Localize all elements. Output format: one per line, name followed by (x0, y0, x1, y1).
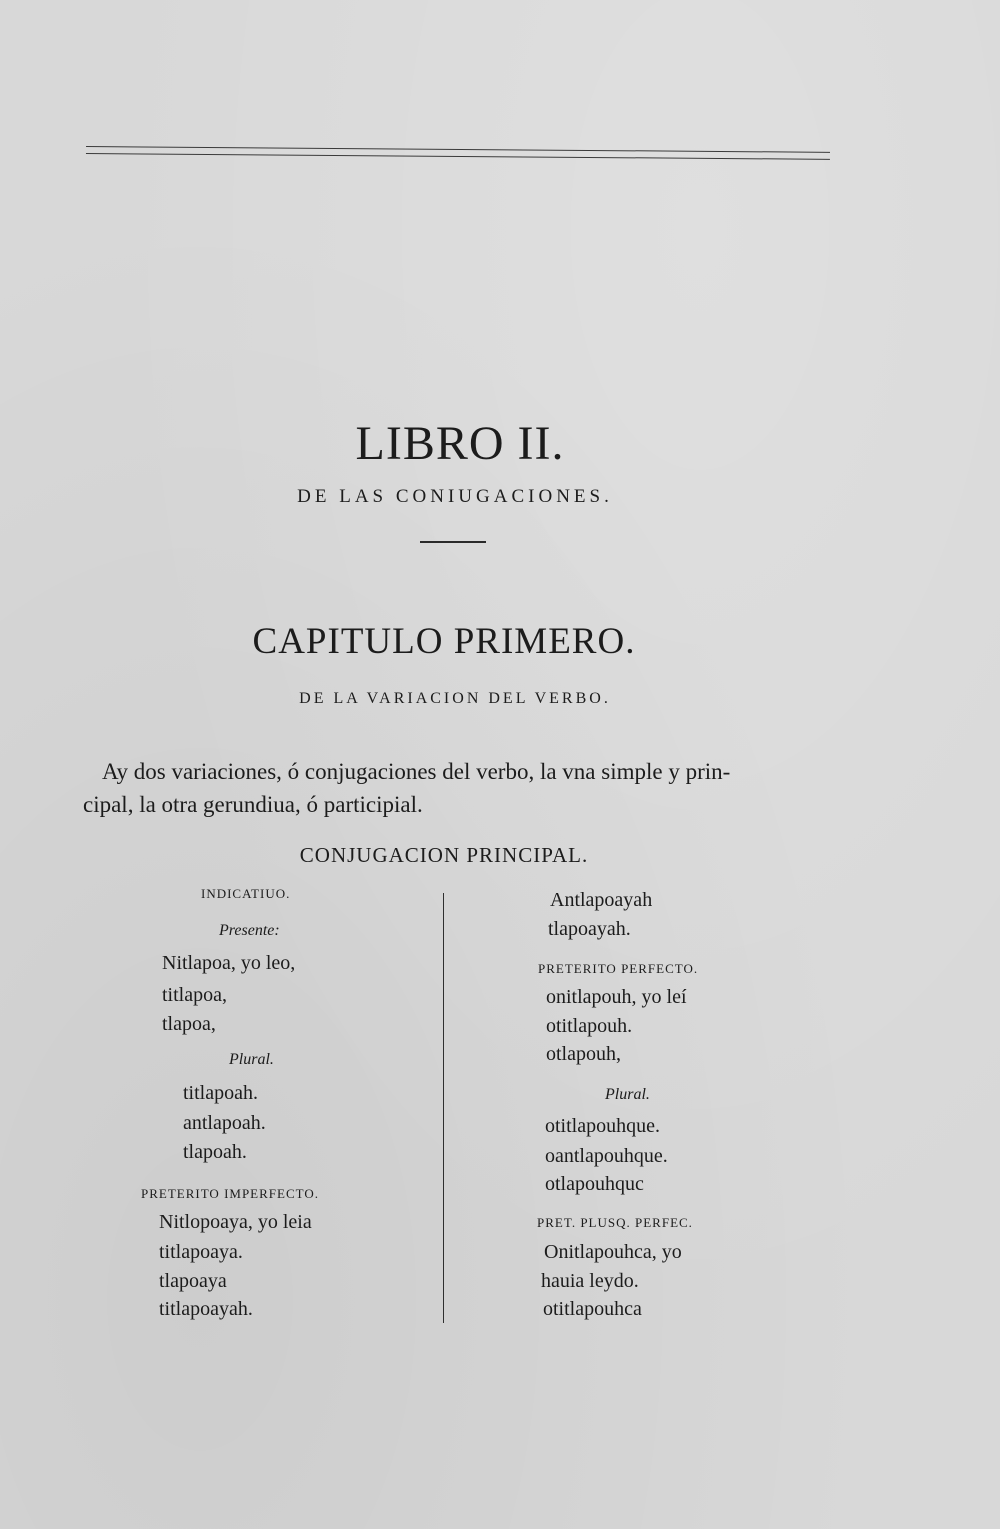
imperfect-line: titlapoayah. (159, 1298, 253, 1320)
present-plural-line: tlapoah. (183, 1141, 247, 1163)
plural-label: Plural. (229, 1051, 274, 1068)
perfect-line: otlapouh, (546, 1043, 621, 1065)
imperfect-line: Nitlopoaya, yo leia (159, 1211, 312, 1233)
plural-label: Plural. (605, 1086, 650, 1103)
perfect-plural-line: otlapouhquc (545, 1173, 644, 1195)
chapter-subtitle: DE LA VARIACION DEL VERBO. (299, 690, 611, 707)
perfect-plural-line: otitlapouhque. (545, 1115, 660, 1137)
perfect-label: PRETERITO PERFECTO. (538, 961, 699, 976)
intro-line-2: cipal, la otra gerundiua, ó participial. (83, 792, 423, 817)
pluperfect-line: hauia leydo. (541, 1270, 639, 1292)
imperfect-label: PRETERITO IMPERFECTO. (141, 1186, 319, 1201)
section-title: CONJUGACION PRINCIPAL. (299, 843, 589, 867)
intro-paragraph (83, 755, 842, 821)
present-plural-line: titlapoah. (183, 1082, 258, 1104)
top-double-rule (86, 146, 830, 160)
chapter-title: CAPITULO PRIMERO. (252, 621, 636, 662)
mood-label: INDICATIUO. (201, 886, 291, 901)
column-divider (443, 893, 444, 1323)
book-title: LIBRO II. (355, 417, 565, 470)
book-subtitle: DE LAS CONIUGACIONES. (297, 486, 613, 507)
perfect-line: otitlapouh. (546, 1015, 633, 1037)
short-divider (420, 541, 486, 543)
present-plural-line: antlapoah. (183, 1112, 266, 1134)
pluperfect-label: PRET. PLUSQ. PERFEC. (537, 1215, 693, 1230)
intro-line-1: Ay dos variaciones, ó conjugaciones del verbo, la vna simple y prin- (102, 759, 731, 784)
present-line: Nitlapoa, yo leo, (162, 952, 296, 974)
imperfect-line: tlapoaya (159, 1270, 227, 1292)
pluperfect-line: otitlapouhca (543, 1298, 642, 1320)
present-line: tlapoa, (162, 1013, 216, 1035)
present-line: titlapoa, (162, 984, 227, 1006)
perfect-plural-line: oantlapouhque. (545, 1145, 668, 1167)
imperfect-line: titlapoaya. (159, 1241, 243, 1263)
pluperfect-line: Onitlapouhca, yo (544, 1241, 682, 1263)
perfect-line: onitlapouh, yo leí (546, 986, 687, 1008)
imperfect-cont-line: Antlapoayah (550, 889, 653, 911)
present-label: Presente: (219, 922, 280, 939)
imperfect-cont-line: tlapoayah. (548, 918, 631, 940)
